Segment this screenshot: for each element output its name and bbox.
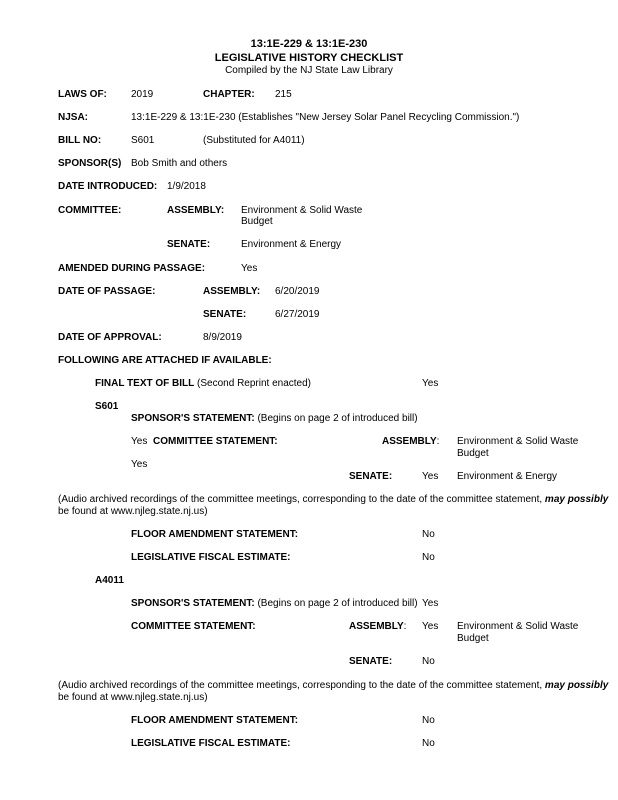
bill-no-value: S601 [131, 135, 155, 146]
date-of-approval-value: 8/9/2019 [203, 332, 242, 343]
laws-of-label: LAWS OF: [58, 89, 107, 100]
s601-fiscal-value: No [422, 552, 435, 563]
chapter-value: 215 [275, 89, 292, 100]
document-title-line1: 13:1E-229 & 13:1E-230 [250, 38, 368, 50]
s601-assembly-committee-line1: Environment & Solid Waste [457, 436, 579, 447]
s601-senate-committee: Environment & Energy [457, 471, 558, 482]
date-of-passage-label: DATE OF PASSAGE: [58, 286, 156, 297]
s601-heading: S601 [95, 401, 119, 412]
passage-senate-label: SENATE: [203, 309, 247, 320]
a4011-floor-value: No [422, 715, 435, 726]
document-subtitle: Compiled by the NJ State Law Library [225, 65, 393, 76]
a4011-assembly-colon: : [403, 621, 407, 632]
s601-sponsor-note: (Begins on page 2 of introduced bill) [257, 413, 418, 424]
passage-senate-value: 6/27/2019 [275, 309, 320, 320]
a4011-audio-text: (Audio archived recordings of the committee meetings, corresponding to the date of the committee statement, [58, 680, 545, 691]
final-text-row [95, 378, 311, 390]
a4011-fiscal-label: LEGISLATIVE FISCAL ESTIMATE: [131, 738, 291, 749]
s601-senate-label: SENATE: [349, 471, 393, 482]
s601-assembly-value: Yes [131, 459, 148, 470]
a4011-assembly-committee-line1: Environment & Solid Waste [457, 621, 579, 632]
date-of-approval-label: DATE OF APPROVAL: [58, 332, 162, 343]
sponsors-label: SPONSOR(S) [58, 158, 122, 169]
a4011-audio-emphasis: may possibly [544, 680, 609, 691]
s601-sponsor-value: Yes [131, 436, 148, 447]
a4011-floor-label: FLOOR AMENDMENT STATEMENT: [131, 715, 299, 726]
a4011-heading: A4011 [95, 575, 124, 586]
s601-floor-value: No [422, 529, 435, 540]
a4011-sponsor-note: (Begins on page 2 of introduced bill) [257, 598, 418, 609]
amended-value: Yes [241, 263, 258, 274]
a4011-committee-label: COMMITTEE STATEMENT: [131, 621, 256, 632]
s601-senate-value: Yes [422, 471, 439, 482]
document-title-line2: LEGISLATIVE HISTORY CHECKLIST [214, 52, 404, 64]
s601-assembly-colon: : [436, 436, 440, 447]
final-text-value: Yes [422, 378, 439, 389]
committee-senate-value: Environment & Energy [241, 239, 342, 250]
s601-floor-label: FLOOR AMENDMENT STATEMENT: [131, 529, 299, 540]
committee-assembly-label: ASSEMBLY: [167, 205, 225, 216]
following-heading: FOLLOWING ARE ATTACHED IF AVAILABLE: [58, 355, 272, 366]
s601-audio-note-line1 [58, 494, 608, 506]
s601-sponsor-row [131, 413, 418, 425]
chapter-label: CHAPTER: [203, 89, 255, 100]
s601-fiscal-label: LEGISLATIVE FISCAL ESTIMATE: [131, 552, 291, 563]
passage-assembly-value: 6/20/2019 [275, 286, 320, 297]
s601-sponsor-label: SPONSOR'S STATEMENT: [131, 413, 255, 424]
s601-assembly-label: ASSEMBLY [382, 436, 437, 447]
date-introduced-value: 1/9/2018 [167, 181, 206, 192]
a4011-senate-value: No [422, 656, 435, 667]
s601-audio-text: (Audio archived recordings of the committee meetings, corresponding to the date of the committee statement, [58, 494, 545, 505]
njsa-label: NJSA: [58, 112, 89, 123]
s601-audio-note-line2: be found at www.njleg.state.nj.us) [58, 506, 208, 517]
date-introduced-label: DATE INTRODUCED: [58, 181, 158, 192]
a4011-senate-label: SENATE: [349, 656, 393, 667]
committee-label: COMMITTEE: [58, 205, 122, 216]
a4011-audio-note-line1 [58, 680, 608, 692]
committee-assembly-line2: Budget [241, 216, 273, 227]
a4011-assembly-committee-line2: Budget [457, 633, 489, 644]
bill-no-label: BILL NO: [58, 135, 102, 146]
committee-senate-label: SENATE: [167, 239, 211, 250]
a4011-sponsor-value: Yes [422, 598, 439, 609]
final-text-label: FINAL TEXT OF BILL [95, 378, 195, 389]
s601-assembly-row [382, 436, 439, 448]
a4011-assembly-row [349, 621, 406, 633]
laws-of-value: 2019 [131, 89, 154, 100]
committee-assembly-line1: Environment & Solid Waste [241, 205, 363, 216]
a4011-assembly-value: Yes [422, 621, 439, 632]
s601-committee-label: COMMITTEE STATEMENT: [153, 436, 278, 447]
a4011-fiscal-value: No [422, 738, 435, 749]
s601-audio-emphasis: may possibly [544, 494, 609, 505]
bill-no-note: (Substituted for A4011) [203, 135, 305, 146]
amended-label: AMENDED DURING PASSAGE: [58, 263, 206, 274]
sponsors-value: Bob Smith and others [131, 158, 228, 169]
passage-assembly-label: ASSEMBLY: [203, 286, 261, 297]
a4011-sponsor-row [131, 598, 418, 610]
a4011-sponsor-label: SPONSOR'S STATEMENT: [131, 598, 255, 609]
s601-assembly-committee-line2: Budget [457, 448, 489, 459]
a4011-assembly-label: ASSEMBLY [349, 621, 404, 632]
njsa-value: 13:1E-229 & 13:1E-230 (Establishes "New Jersey Solar Panel Recycling Commission.") [131, 112, 520, 123]
final-text-note: (Second Reprint enacted) [197, 378, 312, 389]
a4011-audio-note-line2: be found at www.njleg.state.nj.us) [58, 692, 208, 703]
